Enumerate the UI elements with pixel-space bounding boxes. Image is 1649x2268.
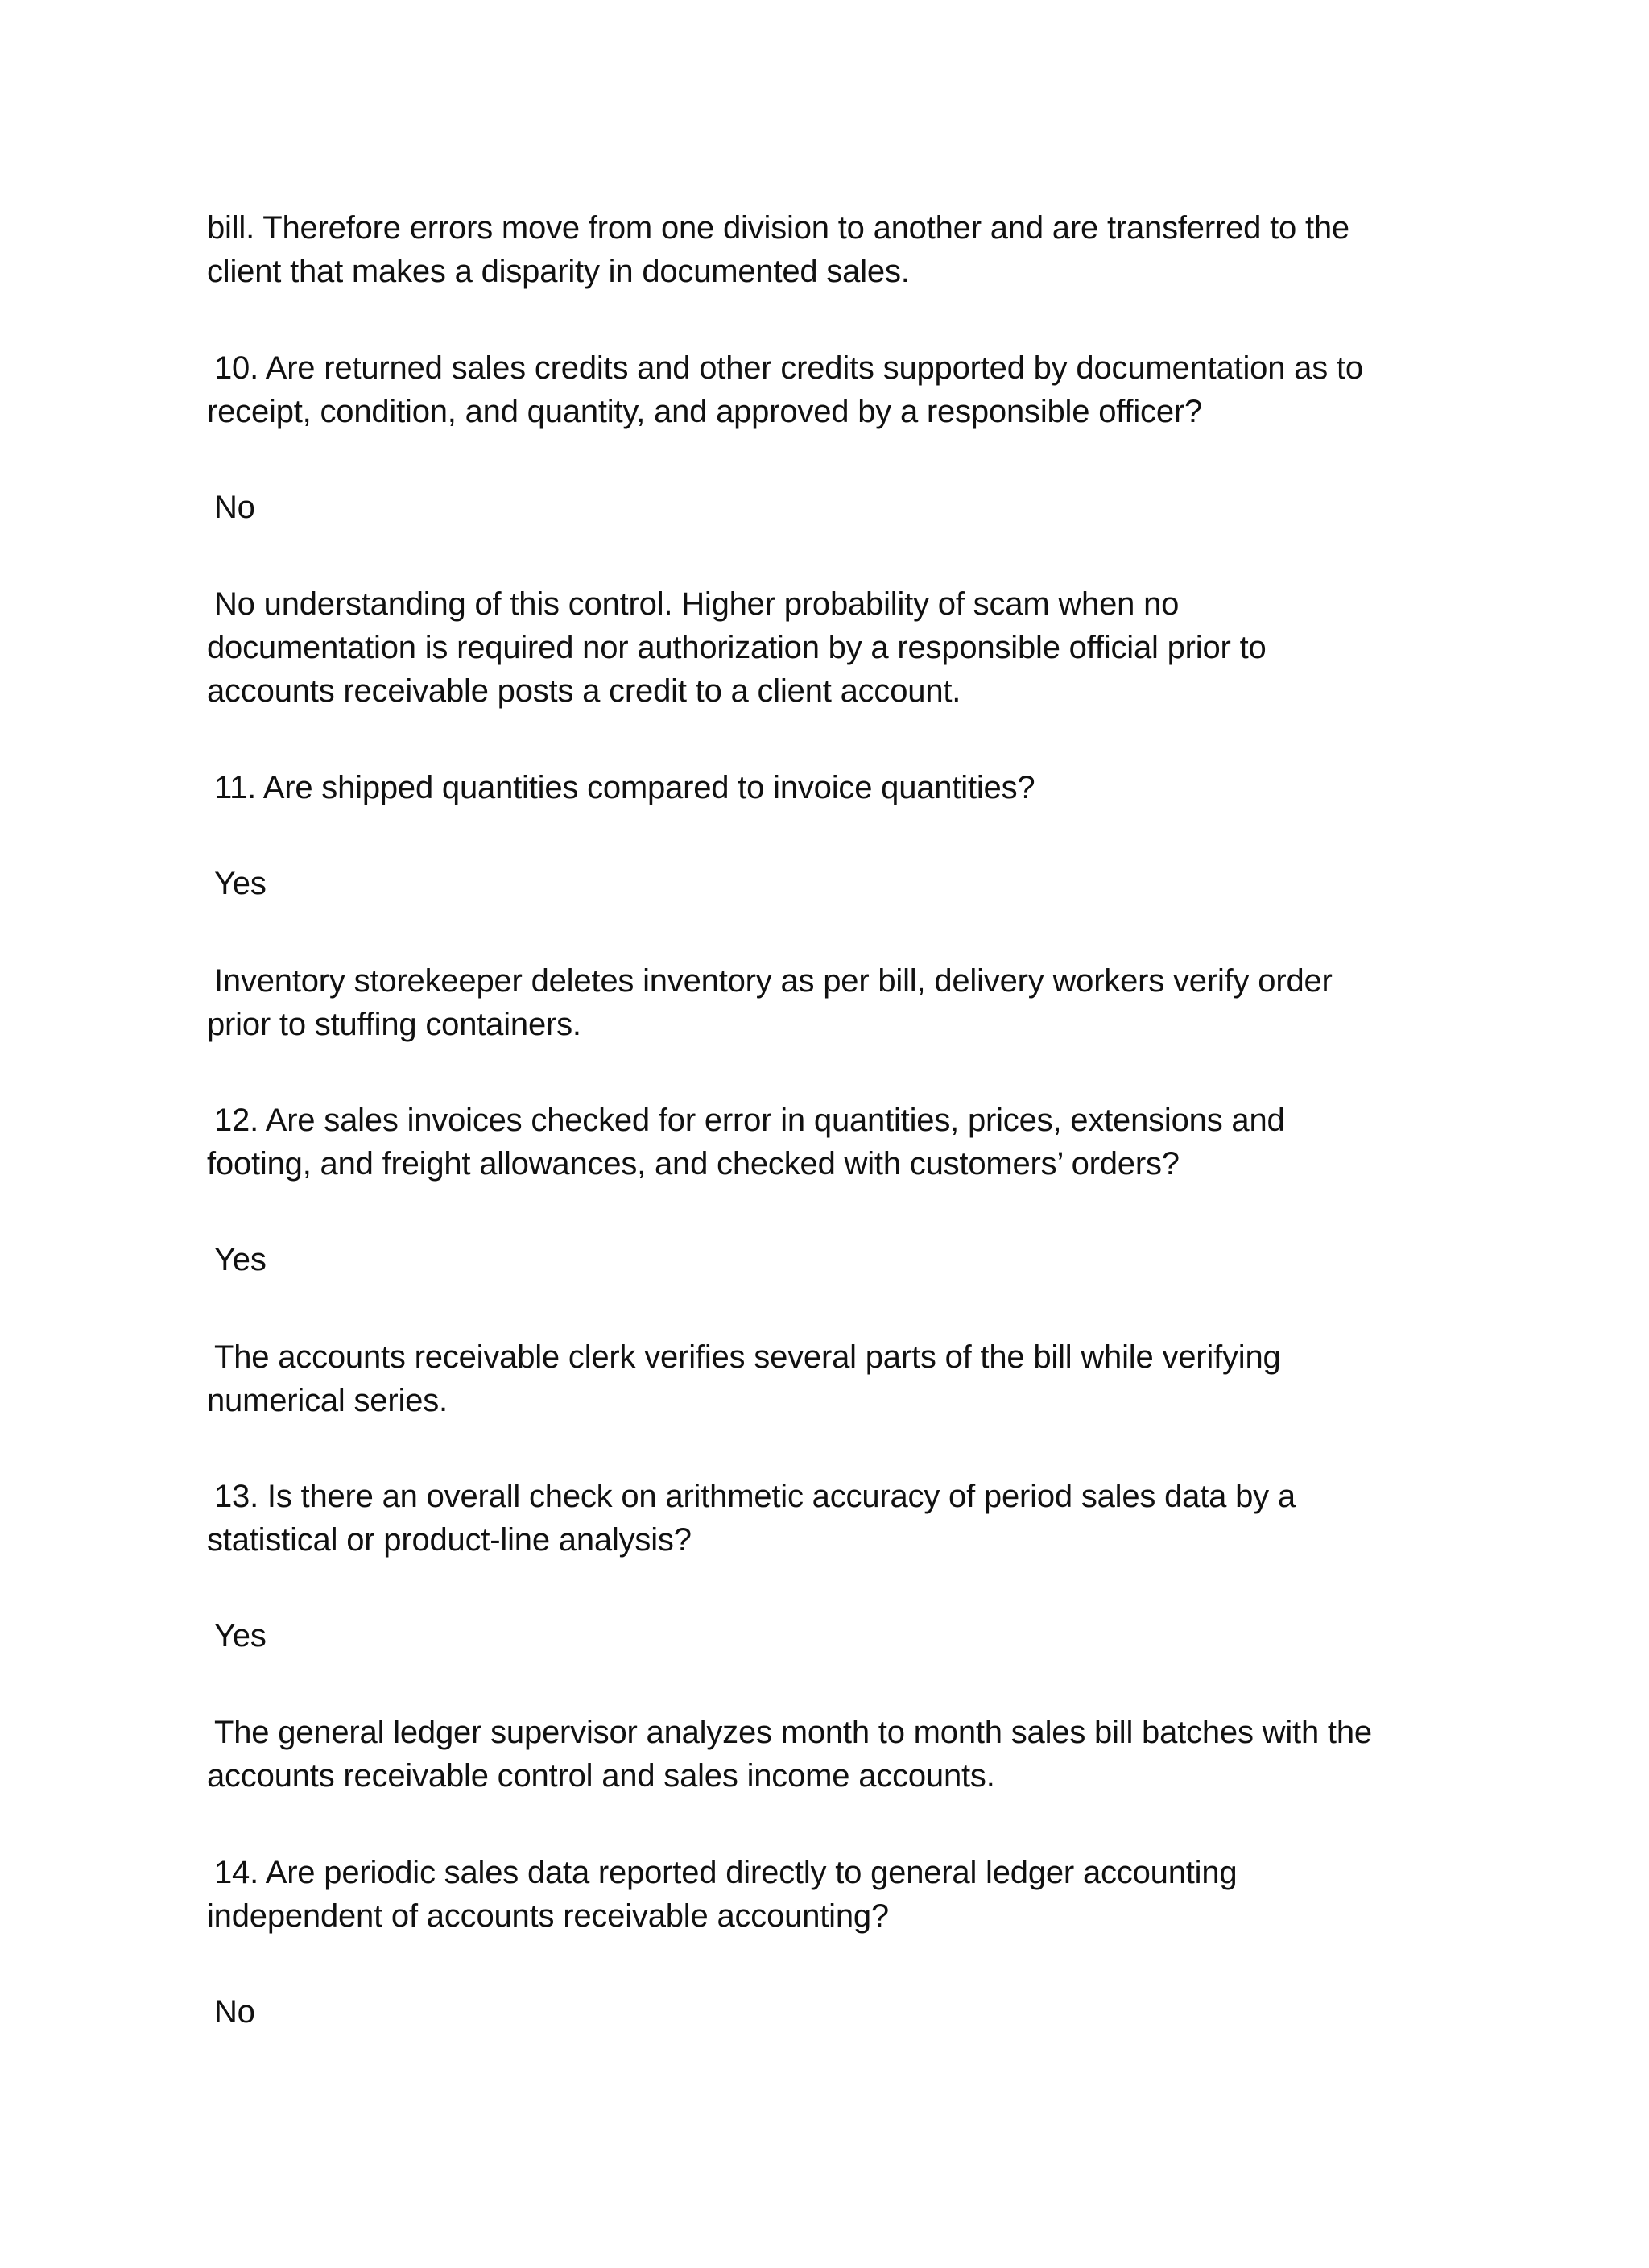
explanation-11-line-1: Inventory storekeeper deletes inventory as per bill, delivery workers verify order [214, 963, 1333, 999]
question-14-line-1: 14. Are periodic sales data reported directly to general ledger accounting [214, 1855, 1238, 1890]
answer-14: No [214, 1994, 255, 2030]
answer-13: Yes [214, 1618, 267, 1653]
explanation-10-line-2: documentation is required nor authorization by a responsible official prior to [207, 630, 1267, 665]
question-13-line-1: 13. Is there an overall check on arithmetic accuracy of period sales data by a [214, 1479, 1296, 1514]
answer-10: No [214, 490, 255, 525]
answer-11: Yes [214, 866, 267, 901]
question-12-line-2: footing, and freight allowances, and checked with customers’ orders? [207, 1146, 1180, 1182]
question-10-line-2: receipt, condition, and quantity, and approved by a responsible officer? [207, 394, 1203, 429]
question-12-line-1: 12. Are sales invoices checked for error in quantities, prices, extensions and [214, 1103, 1285, 1138]
explanation-12-line-1: The accounts receivable clerk verifies several parts of the bill while verifying [214, 1339, 1281, 1375]
explanation-12-line-2: numerical series. [207, 1383, 448, 1418]
question-13-line-2: statistical or product-line analysis? [207, 1522, 692, 1558]
answer-12: Yes [214, 1242, 267, 1277]
explanation-10-line-1: No understanding of this control. Higher probability of scam when no [214, 586, 1180, 622]
question-14-line-2: independent of accounts receivable accounting? [207, 1898, 889, 1934]
text-line-1: bill. Therefore errors move from one division to another and are transferred to the [207, 210, 1349, 246]
question-11: 11. Are shipped quantities compared to invoice quantities? [214, 770, 1035, 805]
explanation-11-line-2: prior to stuffing containers. [207, 1007, 581, 1042]
explanation-13-line-2: accounts receivable control and sales income accounts. [207, 1758, 995, 1794]
explanation-13-line-1: The general ledger supervisor analyzes month to month sales bill batches with the [214, 1715, 1372, 1750]
explanation-10-line-3: accounts receivable posts a credit to a client account. [207, 673, 961, 709]
text-line-2: client that makes a disparity in documented sales. [207, 254, 910, 289]
question-10-line-1: 10. Are returned sales credits and other credits supported by documentation as to [214, 350, 1363, 386]
